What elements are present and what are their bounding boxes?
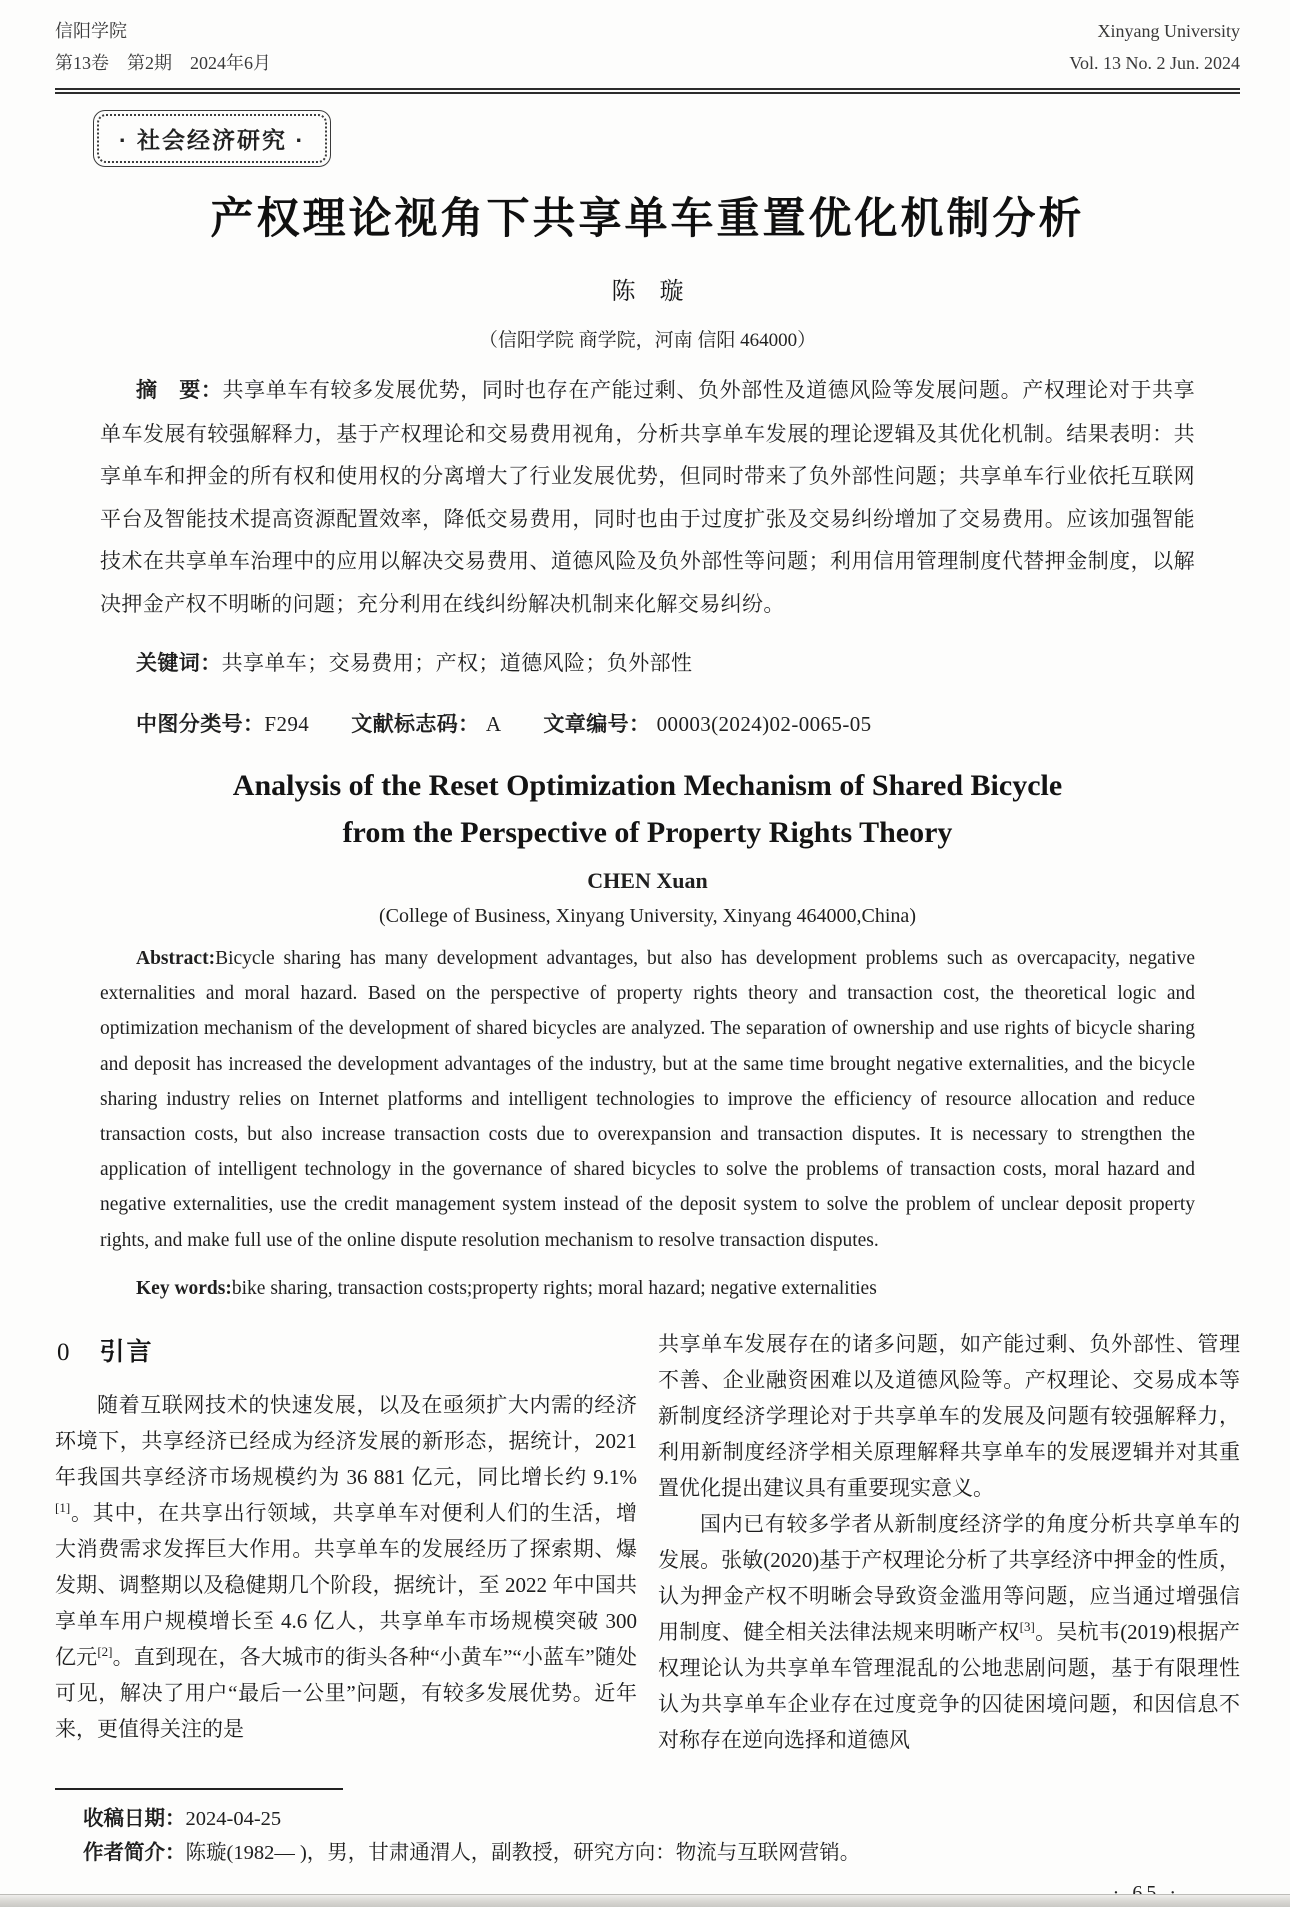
author-bio-line [83,1836,1240,1870]
masthead-left [55,20,271,74]
abstract-en [100,941,1195,1258]
intro-paragraph-part-a: 随着互联网技术的快速发展，以及在亟须扩大内需的经济环境下，共享经济已经成为经济发展的新形态，据统计，2021 年我国共享经济市场规模约为 36 881 亿元，同比增长约 9.1% [55,1393,637,1490]
masthead [55,20,1240,74]
affiliation-en: (College of Business, Xinyang University, Xinyang 464000,China) [379,905,916,927]
abstract-label-cn: 摘 要： [136,379,223,402]
received-date-line [83,1802,1240,1836]
keywords-text-en: bike sharing, transaction costs;property rights; moral hazard; negative externalities [231,1277,877,1299]
abstract-label-en: Abstract: [136,948,216,969]
right-paragraph-part-b: 。吴杭韦(2019)根据产权理论认为共享单车管理混乱的公地悲剧问题，基于有限理性认为共享单车企业存在过度竞争的囚徒困境问题，和因信息不对称存在逆向选择和道德风 [658,1620,1240,1753]
journal-name-cn: 信阳学院 [55,21,127,41]
clc-line [100,703,1195,747]
article-title-en-line2: from the Perspective of Property Rights Theory [342,816,953,849]
affiliation-cn: （信阳学院 商学院，河南 信阳 464000） [478,330,817,351]
masthead-right [1069,20,1240,74]
footnote-block [55,1788,1240,1870]
right-column-paragraph-1: 共享单车发展存在的诸多问题，如产能过剩、负外部性、管理不善、企业融资困难以及道德风险等。产权理论、交易成本等新制度经济学理论对于共享单车的发展及问题有较强解释力，利用新制度经济学相关原理解释共享单车的发展逻辑并对其重置优化提出建议具有重要现实意义。 [658,1332,1240,1501]
masthead-rule [55,88,1240,94]
intro-heading-number: 0 [57,1339,70,1367]
right-column-paragraph-2 [658,1506,1240,1758]
keywords-label-en: Key words: [136,1277,232,1299]
keywords-text-cn: 共享单车；交易费用；产权；道德风险；负外部性 [221,651,693,675]
intro-heading-text: 引言 [99,1338,154,1367]
ref-marker-3: [3] [1019,1619,1035,1635]
right-paragraph-part-a: 国内已有较多学者从新制度经济学的角度分析共享单车的发展。张敏(2020)基于产权理论分析了共享经济中押金的性质，认为押金产权不明晰会导致资金滥用等问题，应当通过增强信用制度、健全相关法律法规来明晰产权 [658,1512,1240,1645]
keywords-cn [100,642,1195,686]
clc-label: 中图分类号： [136,712,265,736]
article-title-en-line1: Analysis of the Reset Optimization Mechanism of Shared Bicycle [232,769,1063,802]
issue-info-cn: 第13卷 第2期 2024年6月 [55,53,271,73]
left-column [55,1326,637,1758]
column-badge [93,110,331,167]
keywords-label-cn: 关键词： [136,652,222,675]
body-columns [55,1326,1240,1758]
ref-marker-1: [1] [55,1500,71,1516]
doc-code-label: 文献标志码： [351,712,486,736]
column-badge-wrap [93,110,1240,167]
clc-value: F294 [264,711,310,736]
issue-info-en: Vol. 13 No. 2 Jun. 2024 [1069,53,1240,73]
intro-paragraph [55,1387,637,1747]
author-bio-label: 作者简介： [83,1841,186,1865]
scan-edge-artifact [0,1894,1290,1907]
right-column [658,1326,1240,1758]
abstract-text-en: Bicycle sharing has many development advantages, but also has development problems such as overcapacity, negative externalities and moral hazard. Based on the perspective of property rights theory and transaction cost, the theoretical logic and optimization mechanism of the development of shared bicycles are analyzed. The separation of ownership and use rights of bicycle sharing and deposit has increased the development advantages of the industry, but at the same time brought negative externalities, and the bicycle sharing industry relies on Internet platforms and intelligent technologies to improve the efficiency of resource allocation and reduce transaction costs, but also increase transaction costs due to overexpansion and transaction disputes. It is necessary to strengthen the application of intelligent technology in the governance of shared bicycles to solve the problems of transaction costs, moral hazard and negative externalities, use the credit management system instead of the deposit system to solve the problem of unclear deposit property rights, and make full use of the online dispute resolution mechanism to resolve transaction disputes. [100,948,1195,1251]
intro-section-heading [57,1334,637,1371]
intro-paragraph-part-b: 。其中，在共享出行领域，共享单车对便利人们的生活，增大消费需求发挥巨大作用。共享单车的发展经历了探索期、爆发期、调整期以及稳健期几个阶段，据统计，至 2022 年中国共享单车用户规模增长至 4.6 亿人，共享单车市场规模突破 300 亿元 [55,1501,637,1670]
article-id-label: 文章编号： [543,712,657,736]
footnote-lines [55,1802,1240,1870]
received-date-label: 收稿日期： [83,1807,186,1831]
author-bio-value: 陈璇(1982— )，男，甘肃通渭人，副教授，研究方向：物流与互联网营销。 [185,1842,861,1865]
article-id-value: 00003(2024)02-0065-05 [656,711,872,736]
article-author-cn: 陈 璇 [611,279,684,305]
article-title-cn: 产权理论视角下共享单车重置优化机制分析 [210,195,1085,243]
abstract-text-cn: 共享单车有较多发展优势，同时也存在产能过剩、负外部性及道德风险等发展问题。产权理论对于共享单车发展有较强解释力，基于产权理论和交易费用视角，分析共享单车发展的理论逻辑及其优化机制。结果表明：共享单车和押金的所有权和使用权的分离增大了行业发展优势，但同时带来了负外部性问题；共享单车行业依托互联网平台及智能技术提高资源配置效率，降低交易费用，同时也由于过度扩张及交易纠纷增加了交易费用。应该加强智能技术在共享单车治理中的应用以解决交易费用、道德风险及负外部性等问题；利用信用管理制度代替押金制度，以解决押金产权不明晰的问题；充分利用在线纠纷解决机制来化解交易纠纷。 [100,378,1195,616]
article-author-en: CHEN Xuan [587,868,708,893]
abstract-cn [100,369,1195,625]
journal-name-en: Xinyang University [1097,21,1240,41]
received-date-value: 2024-04-25 [185,1808,282,1831]
article-title-en [55,762,1240,856]
intro-paragraph-part-c: 。直到现在，各大城市的街头各种“小黄车”“小蓝车”随处可见，解决了用户“最后一公里”问题，有较多发展优势。近年来，更值得关注的是 [55,1645,638,1742]
footnote-divider [55,1788,343,1790]
doc-code-value: A [485,711,502,736]
column-badge-label: · 社会经济研究 · [119,127,306,153]
ref-marker-2: [2] [97,1644,113,1660]
keywords-en [100,1271,1195,1306]
